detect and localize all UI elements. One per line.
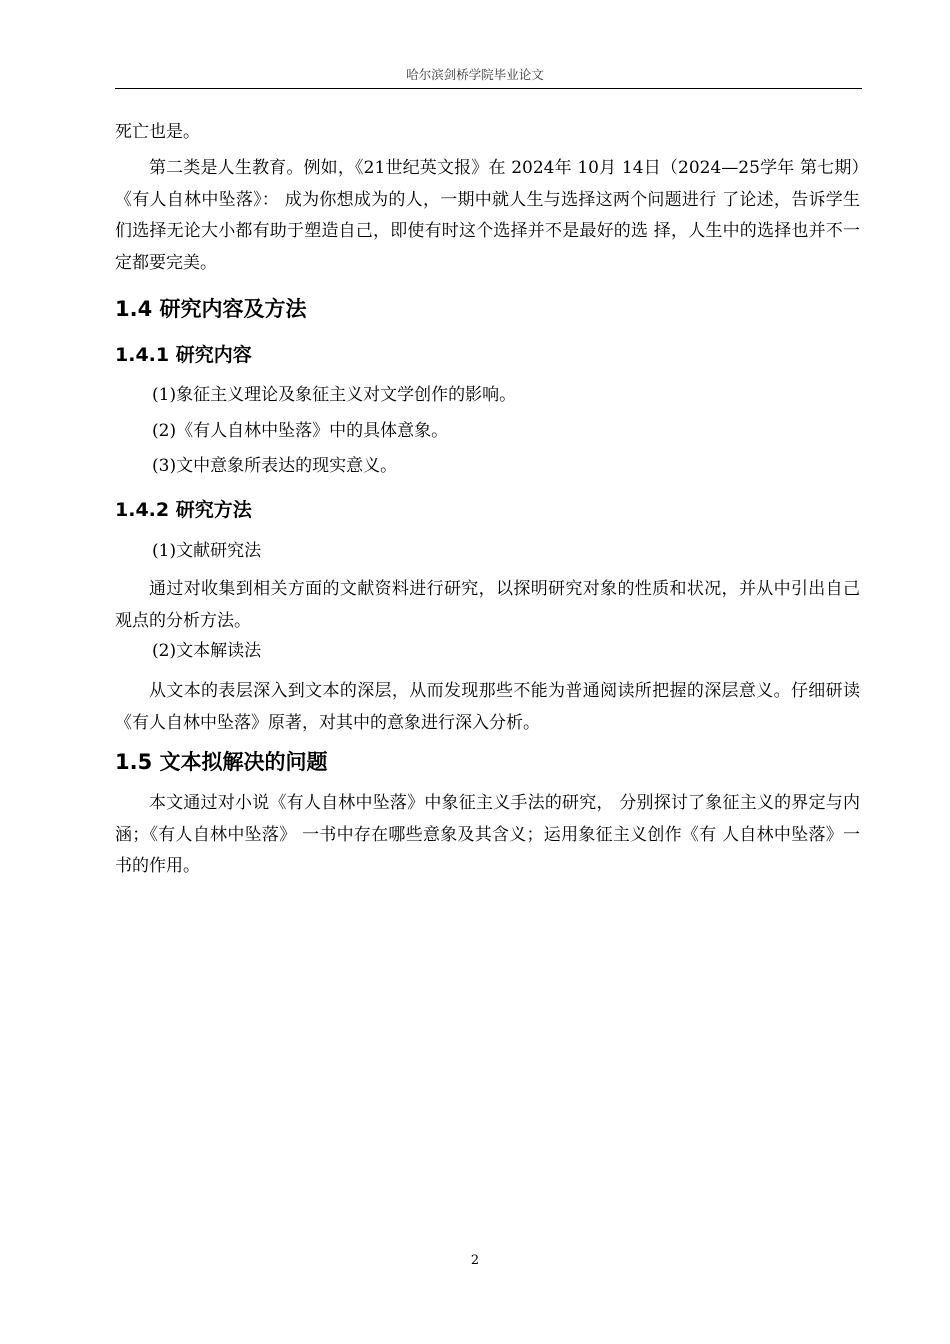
section-heading-1-5: 1.5 文本拟解决的问题: [115, 750, 328, 774]
research-content-item-1: (1)象征主义理论及象征主义对文学创作的影响。: [152, 385, 517, 405]
method-1-title: (1)文献研究法: [152, 541, 262, 561]
page-header-title: 哈尔滨剑桥学院毕业论文: [406, 67, 544, 82]
subsection-heading-1-4-2: 1.4.2 研究方法: [115, 499, 252, 521]
paragraph-continuation: 死亡也是。: [115, 122, 200, 142]
section-heading-1-4: 1.4 研究内容及方法: [115, 297, 307, 321]
paragraph-problems-to-solve: 本文通过对小说《有人自林中坠落》中象征主义手法的研究， 分别探讨了象征主义的界定与内涵；《有人自林中坠落》 一书中存在哪些意象及其含义；运用象征主义创作《有 人自林中坠落》一书的作用。: [115, 793, 860, 876]
subsection-heading-1-4-1: 1.4.1 研究内容: [115, 344, 252, 366]
method-2-title: (2)文本解读法: [152, 641, 262, 661]
research-content-item-2: (2)《有人自林中坠落》中的具体意象。: [152, 421, 449, 441]
paragraph-life-education: 第二类是人生教育。例如，《21世纪英文报》在 2024年 10月 14日（2024—25学年 第七期）《有人自林中坠落》： 成为你想成为的人，一期中就人生与选择这两个问题进行 了论述，告诉学生们选择无论大小都有助于塑造自己，即使有时这个选择并不是最好的选 择，人生中的选择也并不一定都要完美。: [115, 158, 860, 273]
research-content-item-3: (3)文中意象所表达的现实意义。: [152, 456, 398, 476]
method-2-description: 从文本的表层深入到文本的深层，从而发现那些不能为普通阅读所把握的深层意义。仔细研读《有人自林中坠落》原著，对其中的意象进行深入分析。: [115, 681, 860, 733]
method-1-description: 通过对收集到相关方面的文献资料进行研究，以探明研究对象的性质和状况，并从中引出自己观点的分析方法。: [115, 579, 860, 631]
page-number: 2: [470, 1253, 480, 1268]
header-divider: [115, 88, 862, 89]
